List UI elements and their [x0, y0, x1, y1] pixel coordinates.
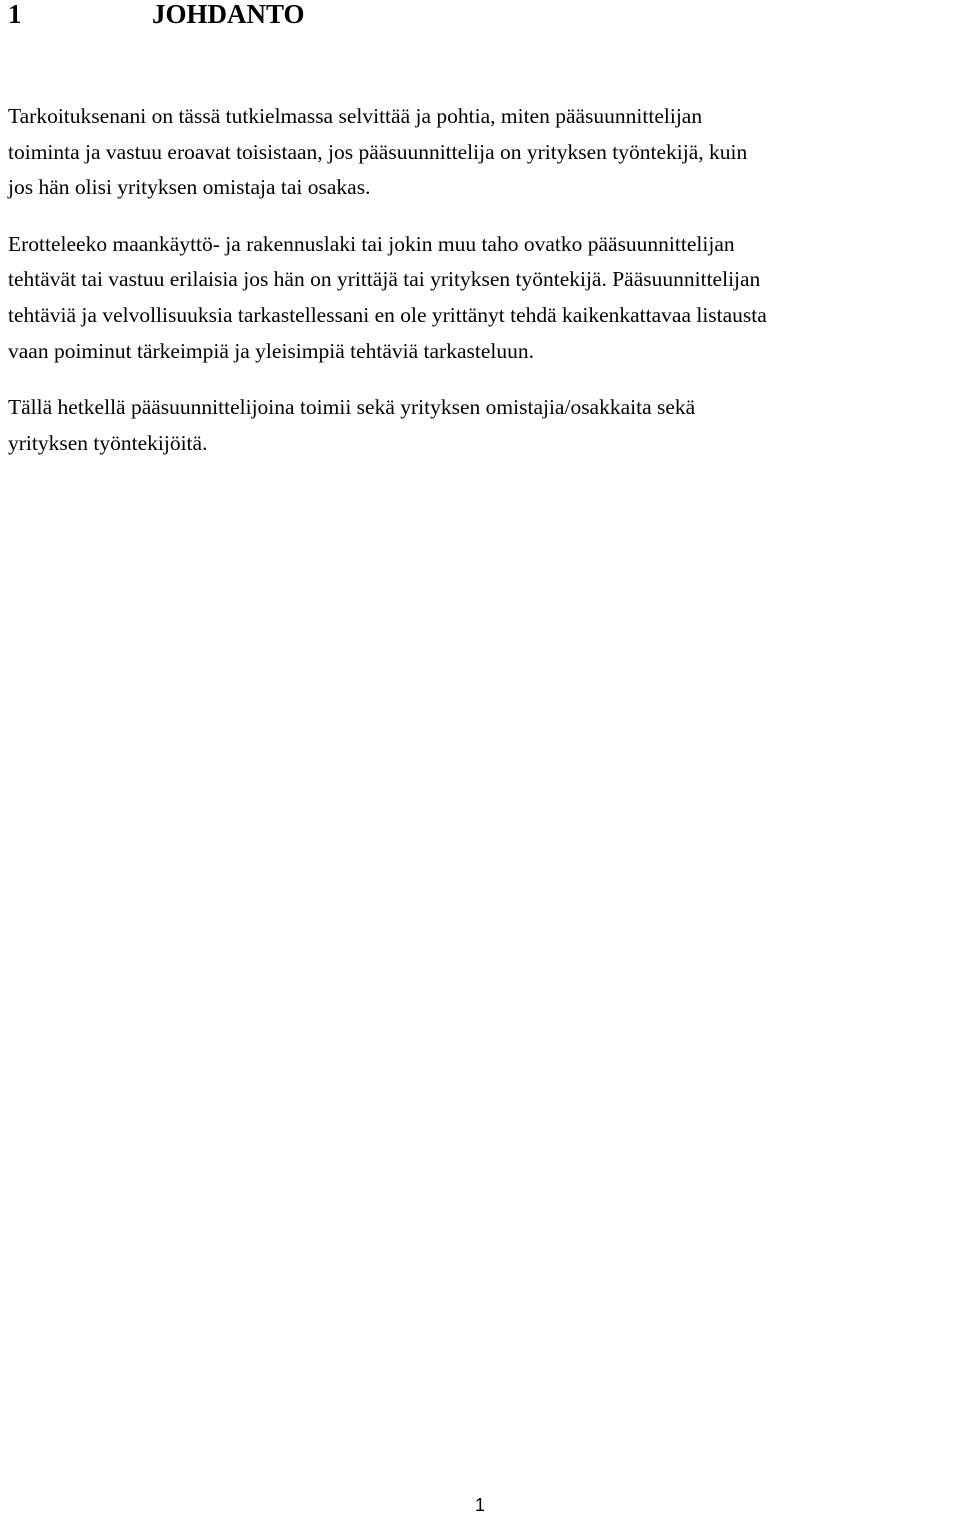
page-number: 1	[474, 1495, 485, 1515]
section-heading	[8, 0, 305, 32]
paragraph-line: jos hän olisi yrityksen omistaja tai osakas.	[8, 175, 371, 200]
paragraph-line: tehtäviä ja velvollisuuksia tarkastellessani en ole yrittänyt tehdä kaikenkattavaa listausta	[8, 302, 767, 327]
paragraph-intro	[8, 99, 958, 206]
paragraph-line: Erotteleeko maankäyttö- ja rakennuslaki tai jokin muu taho ovatko pääsuunnittelijan	[8, 231, 735, 256]
section-title: JOHDANTO	[152, 0, 305, 29]
section-number: 1	[8, 0, 22, 29]
paragraph-line: Tällä hetkellä pääsuunnittelijoina toimii sekä yrityksen omistajia/osakkaita sekä	[8, 395, 696, 420]
paragraph-line: yrityksen työntekijöitä.	[8, 430, 208, 455]
body-text	[8, 99, 958, 482]
paragraph-current-state	[8, 390, 958, 461]
paragraph-line: vaan poiminut tärkeimpiä ja yleisimpiä tehtäviä tarkasteluun.	[8, 338, 534, 363]
paragraph-scope	[8, 227, 958, 369]
paragraph-line: toiminta ja vastuu eroavat toisistaan, jos pääsuunnittelija on yrityksen työntekijä, kuin	[8, 139, 748, 164]
paragraph-line: Tarkoituksenani on tässä tutkielmassa selvittää ja pohtia, miten pääsuunnittelijan	[8, 104, 703, 128]
paragraph-line: tehtävät tai vastuu erilaisia jos hän on yrittäjä tai yrityksen työntekijä. Pääsuunnittelijan	[8, 267, 761, 292]
